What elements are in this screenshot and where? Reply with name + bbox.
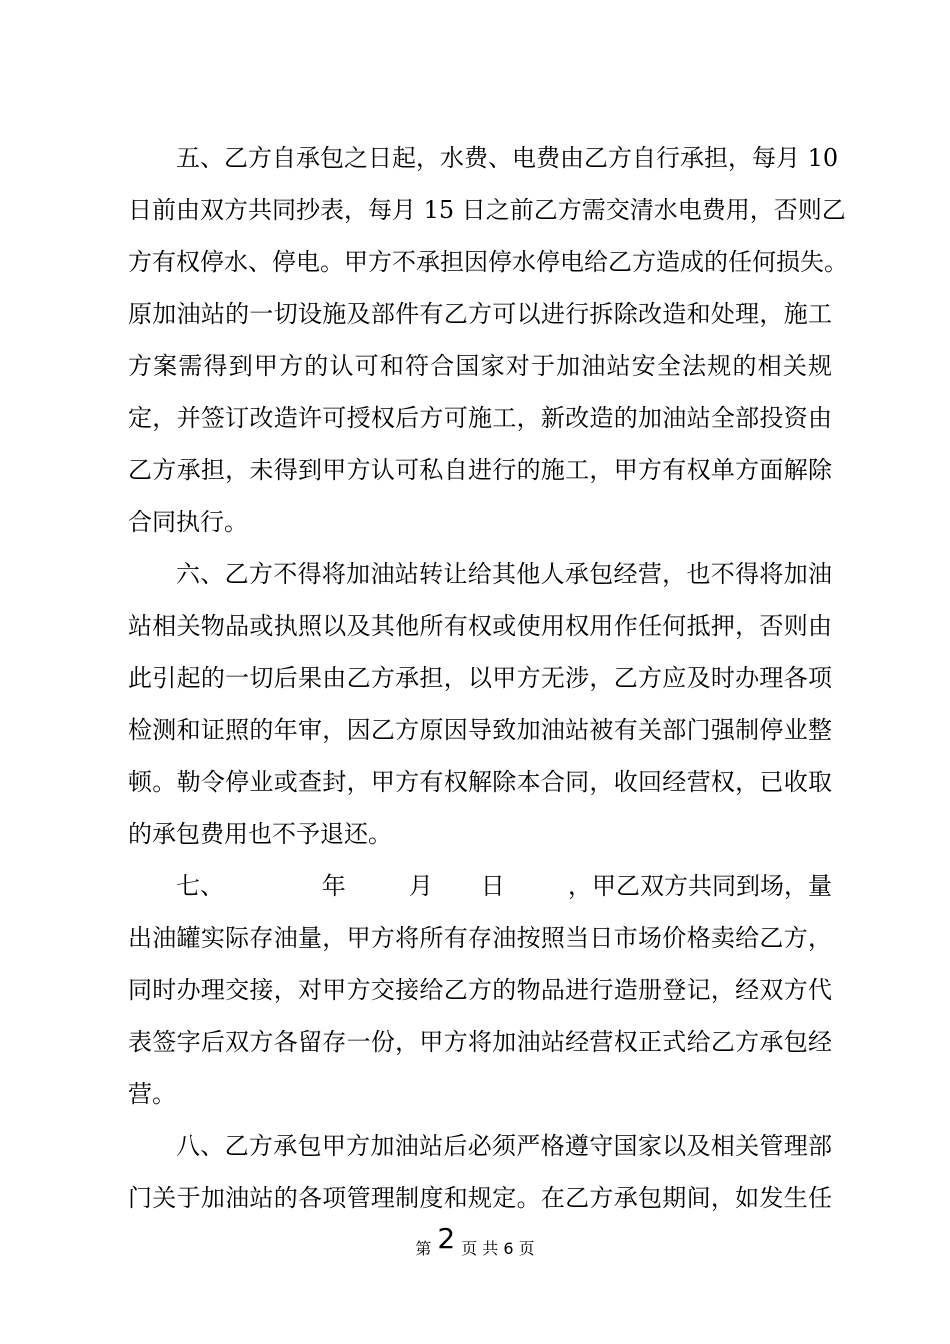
para5-line: 方有权停水、停电。甲方不承担因停水停电给乙方造成的任何损失。	[128, 248, 848, 276]
page-footer	[0, 1222, 950, 1261]
para5-line: 方案需得到甲方的认可和符合国家对于加油站安全法规的相关规	[128, 352, 832, 380]
para5-line: 合同执行。	[128, 508, 248, 536]
para7-month: 月	[408, 872, 433, 900]
para6-line: 顿。勒令停业或查封，甲方有权解除本合同，收回经营权，已收取	[128, 768, 832, 796]
para6-line: 站相关物品或执照以及其他所有权或使用权用作任何抵押，否则由	[128, 612, 832, 640]
page-number: 2	[437, 1222, 456, 1255]
footer-prefix: 第	[415, 1239, 432, 1258]
para6-line: 此引起的一切后果由乙方承担，以甲方无涉，乙方应及时办理各项	[128, 664, 832, 692]
para6-line: 六、乙方不得将加油站转让给其他人承包经营，也不得将加油	[176, 560, 832, 588]
para7-head: 七、	[176, 872, 224, 900]
para8-line: 门关于加油站的各项管理制度和规定。在乙方承包期间，如发生任	[128, 1184, 832, 1212]
para7-day: 日	[480, 872, 505, 900]
para7-date-line	[128, 866, 832, 918]
para7-line: 表签字后双方各留存一份，甲方将加油站经营权正式给乙方承包经	[128, 1028, 832, 1056]
para5-line: 五、乙方自承包之日起，水费、电费由乙方自行承担，每月 10	[176, 144, 839, 172]
para8-line: 八、乙方承包甲方加油站后必须严格遵守国家以及相关管理部	[176, 1132, 832, 1160]
para7-year: 年	[321, 872, 346, 900]
para5-line: 原加油站的一切设施及部件有乙方可以进行拆除改造和处理，施工	[128, 300, 832, 328]
para5-line: 乙方承担，未得到甲方认可私自进行的施工，甲方有权单方面解除	[128, 456, 832, 484]
para5-line: 日前由双方共同抄表，每月 15 日之前乙方需交清水电费用，否则乙	[128, 196, 846, 224]
para7-line: 营。	[128, 1080, 176, 1108]
footer-suffix: 页 共 6 页	[461, 1239, 535, 1258]
para7-line: 出油罐实际存油量，甲方将所有存油按照当日市场价格卖给乙方，	[128, 924, 832, 952]
para5-line: 定，并签订改造许可授权后方可施工，新改造的加油站全部投资由	[128, 404, 832, 432]
para6-line: 的承包费用也不予退还。	[128, 820, 392, 848]
para7-line: 同时办理交接，对甲方交接给乙方的物品进行造册登记，经双方代	[128, 976, 832, 1004]
para7-rest: ，甲乙双方共同到场，量	[568, 872, 833, 900]
para6-line: 检测和证照的年审，因乙方原因导致加油站被有关部门强制停业整	[128, 716, 832, 744]
document-body	[128, 138, 848, 1230]
